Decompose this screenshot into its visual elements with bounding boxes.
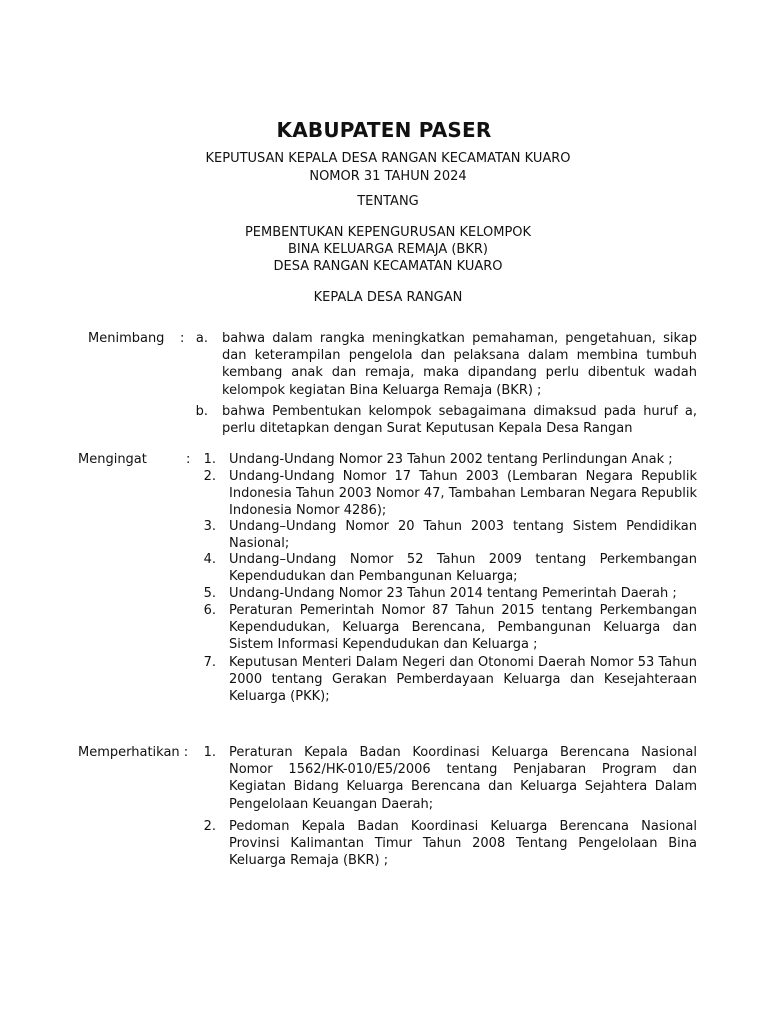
- menimbang-item-a: bahwa dalam rangka meningkatkan pemahaman, pengetahuan, sikap dan keterampilan pengelola dan pelaksana dalam membina tumbuh kembang anak dan remaja, maka dipandang perlu dibentuk wadah kelompok kegiatan Bina Keluarga Remaja (BKR) ;: [222, 331, 697, 398]
- document-title: KABUPATEN PASER: [276, 118, 492, 142]
- menimbang-colon: :: [180, 331, 185, 346]
- mengingat-item-5: Undang-Undang Nomor 23 Tahun 2014 tentang Pemerintah Daerah ;: [229, 586, 677, 601]
- subject-line-1: PEMBENTUKAN KEPENGURUSAN KELOMPOK: [244, 225, 532, 240]
- mengingat-item-7: Keputusan Menteri Dalam Negeri dan Otonomi Daerah Nomor 53 Tahun 2000 tentang Gerakan Pemberdayaan Keluarga dan Kesejahteraan Keluarga (PKK);: [229, 655, 697, 705]
- menimbang-item-b: bahwa Pembentukan kelompok sebagaimana dimaksud pada huruf a, perlu ditetapkan dengan Surat Keputusan Kepala Desa Rangan: [222, 404, 697, 437]
- authority-heading: KEPALA DESA RANGAN: [313, 290, 463, 305]
- decree-number: NOMOR 31 TAHUN 2024: [309, 169, 467, 184]
- about-heading: TENTANG: [357, 194, 419, 209]
- mengingat-item-6: Peraturan Pemerintah Nomor 87 Tahun 2015 tentang Perkembangan Kependudukan, Keluarga Berencana, Pembangunan Keluarga dan Sistem Informasi Kependudukan dan Keluarga ;: [229, 603, 697, 653]
- memperhatikan-marker-1: 1.: [203, 745, 216, 760]
- mengingat-item-4: Undang–Undang Nomor 52 Tahun 2009 tentang Perkembangan Kependudukan dan Pembangunan Keluarga;: [229, 552, 697, 585]
- mengingat-marker-4: 4.: [203, 552, 216, 567]
- decree-line: KEPUTUSAN KEPALA DESA RANGAN KECAMATAN KUARO: [205, 151, 571, 166]
- mengingat-item-1: Undang-Undang Nomor 23 Tahun 2002 tentang Perlindungan Anak ;: [229, 452, 673, 467]
- mengingat-item-2: Undang-Undang Nomor 17 Tahun 2003 (Lembaran Negara Republik Indonesia Tahun 2003 Nomor 47, Tambahan Lembaran Negara Republik Indonesia Nomor 4286);: [229, 469, 697, 519]
- subject-line-3: DESA RANGAN KECAMATAN KUARO: [273, 259, 503, 274]
- mengingat-marker-6: 6.: [203, 603, 216, 618]
- mengingat-marker-5: 5.: [203, 586, 216, 601]
- mengingat-marker-1: 1.: [203, 452, 216, 467]
- mengingat-label: Mengingat: [78, 452, 147, 467]
- memperhatikan-label: Memperhatikan :: [78, 745, 189, 760]
- menimbang-label: Menimbang: [88, 331, 165, 346]
- memperhatikan-item-1: Peraturan Kepala Badan Koordinasi Keluarga Berencana Nasional Nomor 1562/HK-010/E5/2006 tentang Penjabaran Program dan Kegiatan Bidang Keluarga Berencana dan Keluarga Sejahtera Dalam Pengelolaan Keuangan Daerah;: [229, 745, 697, 812]
- subject-line-2: BINA KELUARGA REMAJA (BKR): [288, 242, 488, 257]
- menimbang-marker-a: a.: [195, 331, 208, 346]
- menimbang-marker-b: b.: [195, 404, 208, 419]
- memperhatikan-item-2: Pedoman Kepala Badan Koordinasi Keluarga Berencana Nasional Provinsi Kalimantan Timur Tahun 2008 Tentang Pengelolaan Bina Keluarga Remaja (BKR) ;: [229, 819, 697, 869]
- mengingat-marker-7: 7.: [203, 655, 216, 670]
- mengingat-item-3: Undang–Undang Nomor 20 Tahun 2003 tentang Sistem Pendidikan Nasional;: [229, 519, 697, 552]
- mengingat-marker-2: 2.: [203, 469, 216, 484]
- memperhatikan-marker-2: 2.: [203, 819, 216, 834]
- mengingat-colon: :: [186, 452, 191, 467]
- mengingat-marker-3: 3.: [203, 519, 216, 534]
